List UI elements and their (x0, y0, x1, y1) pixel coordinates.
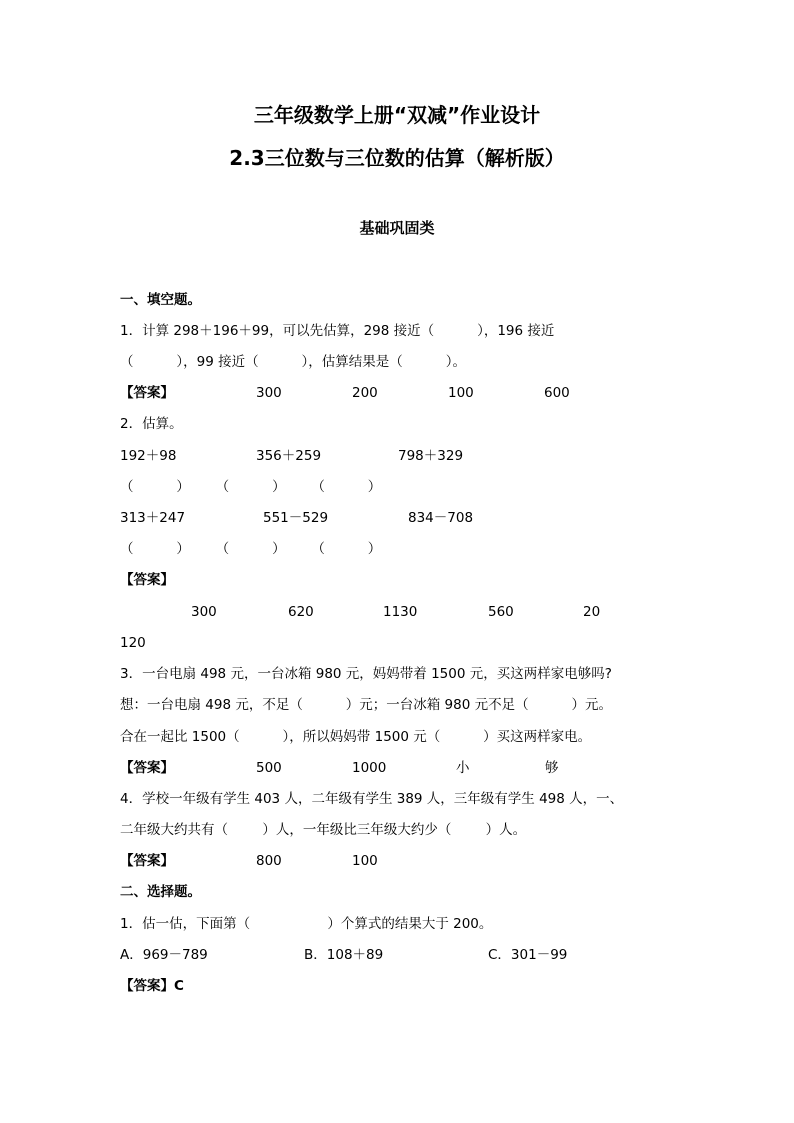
q2-blank-row-1: （ ） （ ） （ ） (120, 479, 382, 495)
q1-line-2: （ ），99 接近（ ），估算结果是（ ）。 (120, 354, 466, 370)
q2-answer-5: 20 (583, 604, 601, 620)
p2-q1-option-c: C．301－99 (488, 947, 568, 963)
q1-answer-label: 【答案】 (120, 385, 174, 401)
q4-answer-2: 100 (352, 853, 378, 869)
q2-answer-4: 560 (488, 604, 514, 620)
part1-heading: 一、填空题。 (120, 292, 201, 308)
q3-answer-1: 500 (256, 760, 282, 776)
title-line-1: 三年级数学上册“双减”作业设计 (253, 103, 541, 127)
q4-answer-label: 【答案】 (120, 853, 174, 869)
title-line-2: 2.3三位数与三位数的估算（解析版） (229, 146, 565, 170)
q1-answer-3: 100 (448, 385, 474, 401)
q2-expr-5: 551－529 (263, 510, 329, 526)
q2-answer-3: 1130 (383, 604, 418, 620)
p2-q1-option-b: B．108＋89 (304, 947, 384, 963)
q4-answer-1: 800 (256, 853, 282, 869)
q2-answer-1: 300 (191, 604, 217, 620)
q1-answer-4: 600 (544, 385, 570, 401)
q4-line-2: 二年级大约共有（ ）人，一年级比三年级大约少（ ）人。 (120, 822, 527, 838)
q1-answer-1: 300 (256, 385, 282, 401)
q3-answer-3: 小 (456, 760, 470, 776)
q2-answer-label: 【答案】 (120, 572, 174, 588)
section-heading: 基础巩固类 (359, 219, 435, 237)
q3-answer-4: 够 (545, 760, 559, 776)
q2-expr-3: 798＋329 (398, 448, 464, 464)
q2-title: 2．估算。 (120, 416, 183, 432)
q4-line-1: 4．学校一年级有学生 403 人，二年级有学生 389 人，三年级有学生 498 人，一、 (120, 791, 624, 807)
q3-line-1: 3．一台电扇 498 元，一台冰箱 980 元，妈妈带着 1500 元，买这两样家电够吗? (120, 666, 612, 682)
q2-answer-6: 120 (120, 635, 146, 651)
q2-blank-row-2: （ ） （ ） （ ） (120, 541, 382, 557)
part2-heading: 二、选择题。 (120, 884, 201, 900)
p2-q1-option-a: A．969－789 (120, 947, 208, 963)
q3-line-2: 想：一台电扇 498 元，不足（ ）元；一台冰箱 980 元不足（ ）元。 (120, 697, 613, 713)
q2-answer-2: 620 (288, 604, 314, 620)
p2-q1-line-1: 1．估一估，下面第（ ）个算式的结果大于 200。 (120, 916, 493, 932)
q3-answer-2: 1000 (352, 760, 387, 776)
q2-expr-1: 192＋98 (120, 448, 177, 464)
q3-line-3: 合在一起比 1500（ ），所以妈妈带 1500 元（ ）买这两样家电。 (120, 729, 592, 745)
q1-line-1: 1．计算 298＋196＋99，可以先估算，298 接近（ ），196 接近 (120, 323, 555, 339)
q1-answer-2: 200 (352, 385, 378, 401)
q2-expr-4: 313＋247 (120, 510, 186, 526)
p2-q1-answer: 【答案】C (120, 978, 184, 994)
q2-expr-2: 356＋259 (256, 448, 322, 464)
q2-expr-6: 834－708 (408, 510, 474, 526)
q3-answer-label: 【答案】 (120, 760, 174, 776)
